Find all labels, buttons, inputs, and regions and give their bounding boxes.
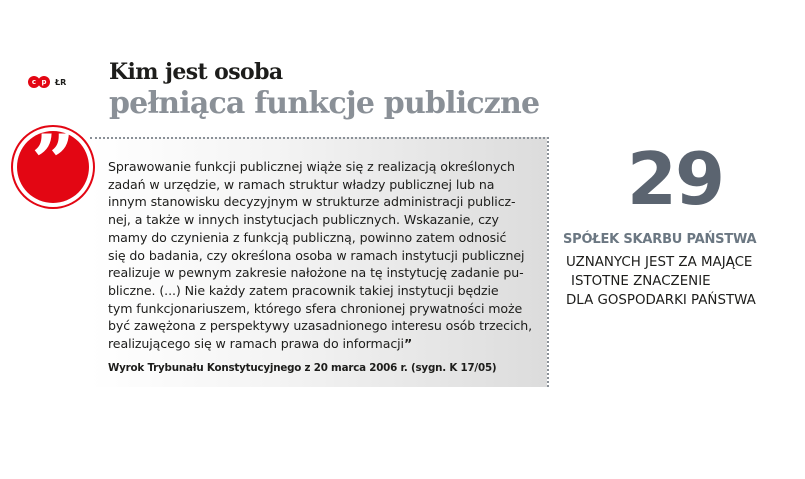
logo-letter-p: p xyxy=(38,76,50,88)
quote-line: się do badania, czy określona osoba w ramach instytucji publicznej xyxy=(108,247,525,263)
stat-description-line: DLA GOSPODARKI PAŃSTWA xyxy=(566,293,756,308)
headline-line-1: Kim jest osoba xyxy=(109,59,283,85)
quote-source: Wyrok Trybunału Konstytucyjnego z 20 marca 2006 r. (sygn. K 17/05) xyxy=(108,362,497,374)
quote-line: realizuje w pewnym zakresie nałożone na tę instytucję zadanie pu- xyxy=(108,265,524,281)
stat-description-line: UZNANYCH JEST ZA MAJĄCE xyxy=(566,255,753,270)
headline-line-2: pełniąca funkcje publiczne xyxy=(109,86,540,121)
stat-description xyxy=(566,253,756,310)
quote-mark-icon xyxy=(17,118,89,207)
quote-line: bliczne. (...) Nie każdy zatem pracownik takiej instytucji będzie xyxy=(108,282,499,298)
closing-quote-mark: ” xyxy=(403,336,413,352)
stat-description-line: ISTOTNE ZNACZENIE xyxy=(571,274,711,289)
quote-text xyxy=(108,158,538,353)
quote-line: innym stanowisku decyzyjnym w strukturze administracji publicz- xyxy=(108,194,516,210)
stat-label: SPÓŁEK SKARBU PAŃSTWA xyxy=(563,232,757,247)
quote-line: Sprawowanie funkcji publicznej wiąże się z realizacją określonych xyxy=(108,159,515,174)
quote-line: tym funkcjonariuszem, którego sfera chronionej prywatności może xyxy=(108,300,523,316)
author-logo xyxy=(28,76,66,88)
quote-line: realizującego się w ramach prawa do informacji xyxy=(108,336,404,352)
quote-line: mamy do czynienia z funkcją publiczną, powinno zatem odnosić xyxy=(108,229,507,245)
quote-mark-glyph: ” xyxy=(31,118,75,207)
quote-line: zadań w urzędzie, w ramach struktur władzy publicznej lub na xyxy=(108,176,495,192)
stat-number: 29 xyxy=(626,137,724,221)
logo-letter-c: c xyxy=(28,76,40,88)
quote-line: być zawężona z perspektywy uzasadnionego interesu osób trzecich, xyxy=(108,318,532,334)
author-initials: ŁR xyxy=(55,77,67,87)
quote-line: nej, a także w innych instytucjach publicznych. Wskazanie, czy xyxy=(108,212,499,228)
